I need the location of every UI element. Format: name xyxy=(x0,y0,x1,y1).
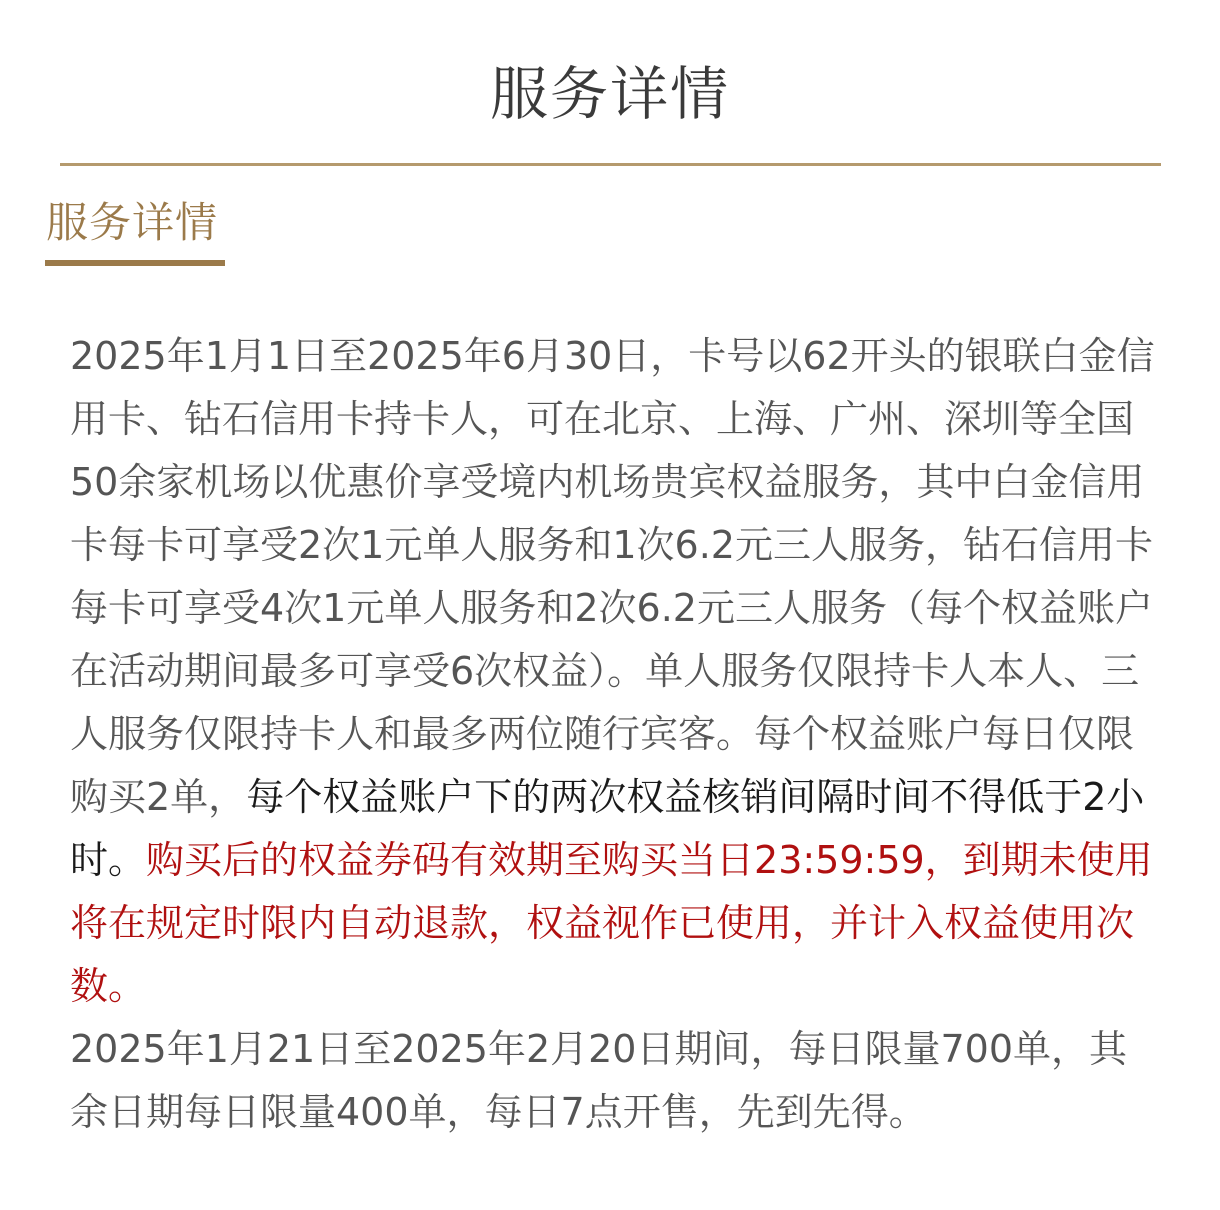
section-underline xyxy=(45,260,225,266)
section-heading: 服务详情 xyxy=(46,198,219,247)
coupon-validity-notice: 购买后的权益券码有效期至购买当日23:59:59，到期未使用将在规定时限内自动退款，权益视作已使用，并计入权益使用次数。 xyxy=(70,838,1153,1008)
page-title: 服务详情 xyxy=(489,60,730,128)
service-paragraph-1 xyxy=(70,325,1155,1018)
service-details-content xyxy=(70,325,1155,1144)
top-divider xyxy=(60,163,1161,166)
service-paragraph-2: 2025年1月21日至2025年2月20日期间，每日限量700单，其余日期每日限量400单，每日7点开售，先到先得。 xyxy=(70,1027,1128,1134)
redemption-interval-rule: 每个权益账户下的两次权益核销间隔时间不得低于2小时。 xyxy=(70,775,1145,882)
service-description-text: 2025年1月1日至2025年6月30日，卡号以62开头的银联白金信用卡、钻石信用卡持卡人，可在北京、上海、广州、深圳等全国50余家机场以优惠价享受境内机场贵宾权益服务，其中白金信用卡每卡可享受2次1元单人服务和1次6.2元三人服务，钻石信用卡每卡可享受4次1元单人服务和2次6.2元三人服务（每个权益账户在活动期间最多可享受6次权益）。单人服务仅限持卡人本人、三人服务仅限持卡人和最多两位随行宾客。每个权益账户每日仅限购买2单， xyxy=(70,334,1155,819)
